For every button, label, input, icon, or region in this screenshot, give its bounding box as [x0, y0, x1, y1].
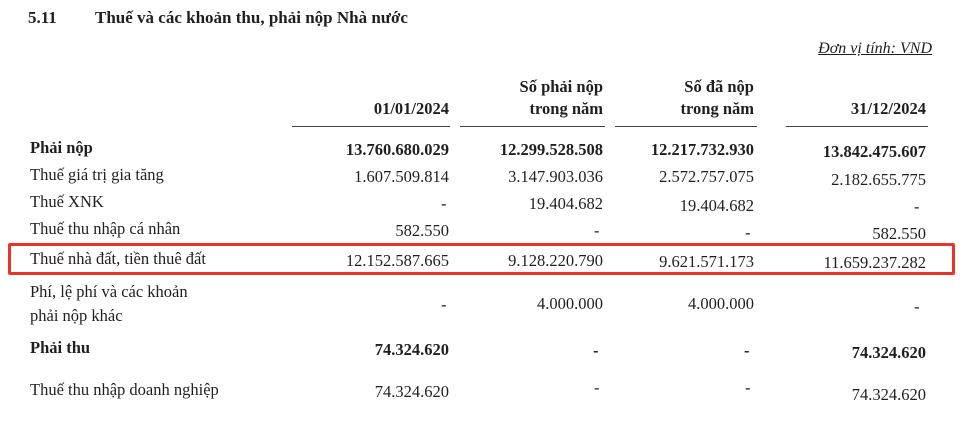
cell-vat-in-year: 3.147.903.036: [508, 167, 603, 186]
cell-corporate-income-closing: 74.324.620: [851, 385, 926, 404]
cell-corporate-income-paid: -: [745, 378, 751, 397]
cell-land-tax-paid: 9.621.571.173: [659, 252, 754, 271]
header-paid-in-year-line1: Số đã nộp: [684, 77, 754, 96]
header-rule-col3: [615, 126, 757, 127]
row-label-land-tax: Thuế nhà đất, tiền thuê đất: [30, 249, 206, 268]
header-closing-date: 31/12/2024: [850, 99, 926, 118]
section-title: Thuế và các khoản thu, phải nộp Nhà nước: [95, 8, 408, 27]
cell-personal-income-closing: 582.550: [872, 224, 926, 243]
header-payable-in-year-line1: Số phải nộp: [519, 77, 603, 96]
cell-land-tax-closing: 11.659.237.282: [823, 253, 926, 272]
header-payable-in-year-line2: trong năm: [529, 99, 603, 118]
header-rule-col2: [460, 126, 605, 127]
cell-personal-income-paid: -: [745, 223, 751, 242]
unit-label: Đơn vị tính: VND: [818, 40, 932, 57]
cell-fees-opening: -: [441, 295, 447, 314]
header-opening-date: 01/01/2024: [373, 99, 449, 118]
header-rule-col1: [292, 126, 450, 127]
cell-fees-paid: 4.000.000: [688, 294, 754, 313]
cell-payable-opening: 13.760.680.029: [345, 140, 449, 159]
cell-import-export-paid: 19.404.682: [679, 196, 754, 215]
cell-vat-opening: 1.607.509.814: [354, 167, 449, 186]
cell-receivable-opening: 74.324.620: [374, 340, 449, 359]
row-label-fees-line1: Phí, lệ phí và các khoản: [30, 282, 188, 301]
header-paid-in-year-line2: trong năm: [680, 99, 754, 118]
cell-fees-closing: -: [914, 297, 920, 316]
row-label-receivable: Phải thu: [30, 338, 91, 357]
row-label-corporate-income: Thuế thu nhập doanh nghiệp: [30, 380, 219, 399]
row-label-personal-income: Thuế thu nhập cá nhân: [30, 219, 181, 238]
cell-land-tax-opening: 12.152.587.665: [345, 251, 449, 270]
cell-import-export-closing: -: [914, 197, 920, 216]
cell-vat-closing: 2.182.655.775: [831, 170, 926, 189]
cell-personal-income-opening: 582.550: [395, 221, 449, 240]
cell-corporate-income-opening: 74.324.620: [374, 382, 449, 401]
cell-receivable-paid: -: [744, 341, 750, 360]
cell-payable-in-year: 12.299.528.508: [499, 140, 603, 159]
cell-personal-income-in-year: -: [594, 221, 600, 240]
cell-payable-closing: 13.842.475.607: [822, 142, 926, 161]
row-label-import-export: Thuế XNK: [30, 192, 104, 211]
header-rule-col4: [786, 126, 928, 127]
cell-receivable-closing: 74.324.620: [851, 343, 926, 362]
cell-import-export-opening: -: [441, 194, 447, 213]
row-label-fees-line2: phải nộp khác: [30, 306, 123, 325]
cell-corporate-income-in-year: -: [594, 378, 600, 397]
cell-land-tax-in-year: 9.128.220.790: [508, 251, 603, 270]
cell-import-export-in-year: 19.404.682: [528, 194, 603, 213]
cell-payable-paid: 12.217.732.930: [650, 140, 754, 159]
cell-fees-in-year: 4.000.000: [537, 294, 603, 313]
section-number: 5.11: [28, 8, 57, 27]
row-label-vat: Thuế giá trị gia tăng: [30, 165, 164, 184]
cell-vat-paid: 2.572.757.075: [659, 167, 754, 186]
row-label-payable: Phải nộp: [30, 138, 93, 157]
cell-receivable-in-year: -: [593, 341, 599, 360]
